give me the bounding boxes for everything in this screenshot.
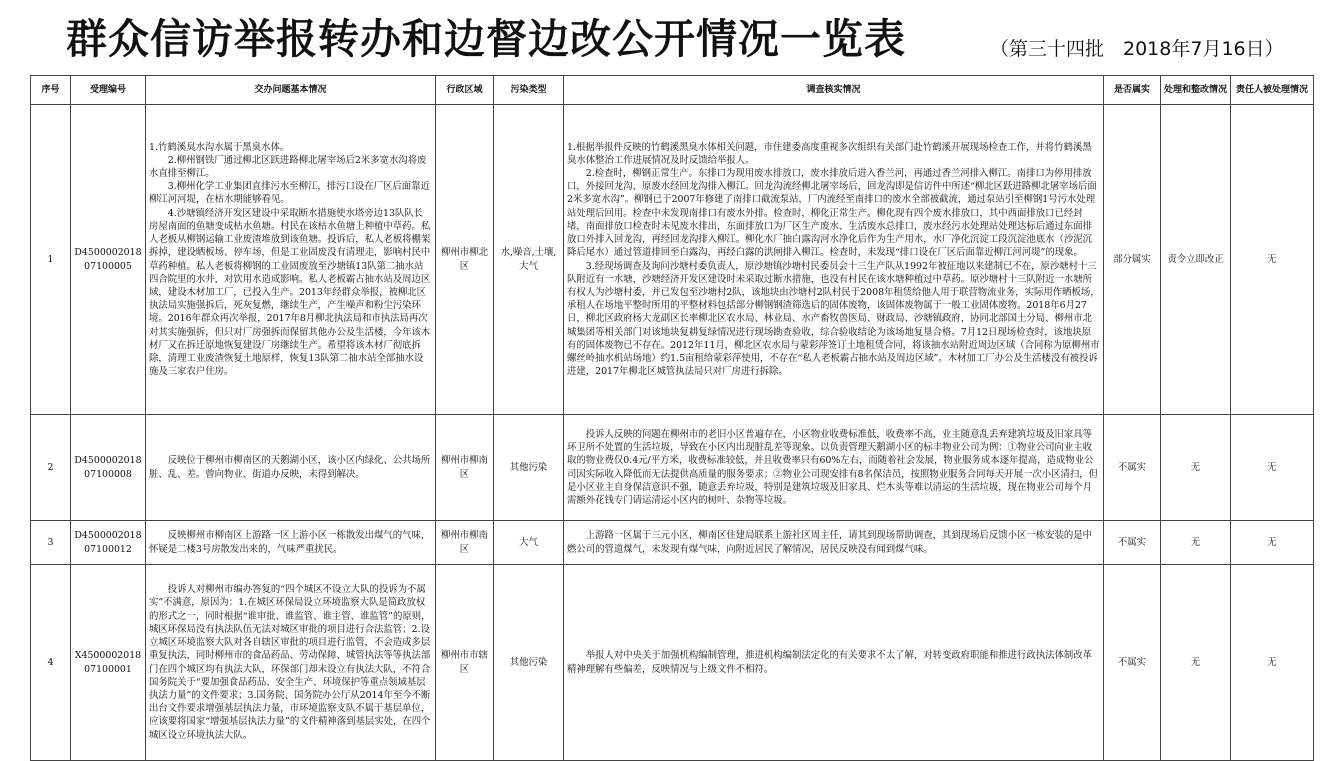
row-verified: 部分属实 xyxy=(1104,105,1161,415)
col-header-no: 序号 xyxy=(31,76,71,105)
row-pollution: 大气 xyxy=(494,521,564,565)
row-investigation xyxy=(564,105,1104,415)
col-header-investigation: 调查核实情况 xyxy=(564,76,1104,105)
row-id: D450000201807100008 xyxy=(71,415,146,521)
row-id: D450000201807100005 xyxy=(71,105,146,415)
col-header-verified: 是否属实 xyxy=(1104,76,1161,105)
row-region: 柳州市柳南区 xyxy=(436,415,494,521)
row-verified: 不属实 xyxy=(1104,565,1161,761)
col-header-handling: 处理和整改情况 xyxy=(1161,76,1231,105)
page-title: 群众信访举报转办和边督边改公开情况一览表 xyxy=(66,15,906,63)
row-no: 2 xyxy=(31,415,71,521)
col-header-pollution: 污染类型 xyxy=(494,76,564,105)
row-handling: 无 xyxy=(1161,565,1231,761)
table-row xyxy=(31,415,1314,521)
row-issue xyxy=(146,105,436,415)
row-no: 1 xyxy=(31,105,71,415)
row-no: 4 xyxy=(31,565,71,761)
row-region: 柳州市柳北区 xyxy=(436,105,494,415)
page-subtitle: （第三十四批 2018年7月16日） xyxy=(990,38,1284,60)
complaint-table xyxy=(30,75,1314,761)
row-handling: 无 xyxy=(1161,415,1231,521)
col-header-region: 行政区域 xyxy=(436,76,494,105)
issue-paragraph: 1.竹鹤溪臭水沟水属于黑臭水体。 xyxy=(149,141,290,153)
row-responsible: 无 xyxy=(1231,521,1314,565)
col-header-id: 受理编号 xyxy=(71,76,146,105)
row-responsible: 无 xyxy=(1231,105,1314,415)
row-issue: 反映位于柳州市柳南区的天鹅湖小区，该小区内绿化、公共场所脏、乱、差。曾向物业、街道办反映，未得到解决。 xyxy=(146,415,436,521)
row-handling: 责令立即改正 xyxy=(1161,105,1231,415)
row-responsible: 无 xyxy=(1231,415,1314,521)
page-header xyxy=(0,0,1342,72)
row-pollution: 水,噪音,土壤,大气 xyxy=(494,105,564,415)
issue-paragraph: 3.柳州化学工业集团直排污水至柳江，排污口设在厂区后面靠近柳江河河堤，在枯水期能够看见。 xyxy=(149,181,430,206)
table-header-row xyxy=(31,76,1314,105)
col-header-responsible: 责任人被处理情况 xyxy=(1231,76,1314,105)
table-row xyxy=(31,105,1314,415)
row-responsible: 无 xyxy=(1231,565,1314,761)
investigation-paragraph: 3.经现场调查及询问沙塘村委负责人，原沙塘镇沙塘村民委员会十三生产队从1992年被征地以来建制已不在，原沙塘村十三队附近有一水塘，沙塘经济开发区建设时未采取过断水措施，也没有村民在该水塘种植过中草药。原沙塘村十三队附近一水塘所有权人为沙塘村委，并已发包至沙塘村2队，该地块由沙塘村2队村民于2008年租赁给他人用于联营物流业务，实际用作晒板场，承租人在场地平整时所用的平整材料包括部分柳钢钢渣筛选后的固体废物，该固体废物属于一般工业固体废物。2018年6月27日，柳北区政府杨大龙副区长率柳北区农水局、林业局、水产畜牧兽医局、财政局、沙塘镇政府，协同北部国土分局、柳州市北城集团等相关部门对该地块复耕复绿情况进行现场勘查验收，综合验收结论为该场地复垦合格。7月12日现场检查时，该地块原有的固体废物已不存在。2012年11月，柳北区农水局与蒙彩萍签订土地租赁合同，将该抽水站附近周边区域（合同称为原柳州市螺丝岭抽水机站场地）约1.5亩租给蒙彩萍使用，不存在“私人老板霸占抽水站及周边区域”。木材加工厂办公及生活楼没有被投诉进建，2017年柳北区城管执法局只对厂房进行拆除。 xyxy=(567,260,1100,378)
row-verified: 不属实 xyxy=(1104,415,1161,521)
col-header-issue: 交办问题基本情况 xyxy=(146,76,436,105)
row-investigation: 投诉人反映的问题在柳州市的老旧小区普遍存在，小区物业收费标准低，收费率不高，业主随意乱丢弃建筑垃圾及旧家具等环卫所不处置的生活垃圾，导致在小区内出现脏乱差等现象。以负责管理天鹅湖小区的标丰物业公司为例：①物业公司向业主收取的物业费仅0.4元/平方米，收费标准较低，并且收费率只有60%左右，而随着社会发展，物业服务成本逐年提高，造成物业公司因实际收入降低而无法提供高质量的服务要求；②物业公司现安排有8名保洁员，按照物业服务合同每天开展一次小区清扫，但是小区业主自身保洁意识不强，随意丢弃垃圾，特别是建筑垃圾及旧家具、烂木头等难以清运的生活垃圾，现在物业公司每个月需额外花钱专门请运清运小区内的树叶、杂物等垃圾。 xyxy=(564,415,1104,521)
row-region: 柳州市柳南区 xyxy=(436,521,494,565)
row-handling: 无 xyxy=(1161,521,1231,565)
row-no: 3 xyxy=(31,521,71,565)
row-issue: 投诉人对柳州市编办答复的“四个城区不设立大队的投诉为不属实”不满意，原因为：1.在城区环保局设立环境监察大队是简政放权的形式之一，同时根据“谁审批、谁监管、谁主管、谁监管”的原则，城区环保局没有执法队伍无法对城区审批的项目进行合法监管；2.设立城区环境监察大队对各自辖区审批的项目进行监管，不会造成多层重复执法，同时柳州市的食品药品、劳动保障、城管执法等等执法部门在四个城区均有执法大队，环保部门却未设立有执法大队，不符合国务院关于“要加强食品药品、安全生产、环境保护等重点领域基层执法力量”的文件要求；3.国务院、国务院办公厅从2014年至今不断出台文件要求增强基层执法力量，市环境监察支队不属于基层单位，应该要将国家“增强基层执法力量”的文件精神落到基层实处，在四个城区设立环境执法大队。 xyxy=(146,565,436,761)
row-pollution: 其他污染 xyxy=(494,565,564,761)
investigation-paragraph: 1.根据举报件反映的竹鹤溪黑臭水体相关问题，市住建委高度重视多次组织有关部门赴竹鹤溪开展现场检查工作，并将竹鹤溪黑臭水体整治工作进展情况及时反馈给举报人。 xyxy=(567,141,1092,166)
row-id: X450000201807100001 xyxy=(71,565,146,761)
issue-paragraph: 4.沙塘镇经济开发区建设中采取断水措施使水塔旁边13队队长房屋南面的鱼塘变成枯水鱼塘。村民在该枯水鱼塘上种植中草药。私人老板从柳钢运输工业废渣堆放到该鱼塘。投诉后，私人老板将棚架拆掉，建设晒板场、停车场，但是工业固废没有清理走，影响村民中草药种植。私人老板将柳钢的工业固废放至沙塘镇13队第二抽水站四合院里的水井，对饮用水造成影响。私人老板霸占抽水站及周边区域，建设木材加工厂，已投入生产。2013年经群众举报，被柳北区执法局实施强拆后，死灰复燃，继续生产，产生噪声和粉尘污染环境。2016年群众再次举报，2017年8月柳北执法局和市执法局再次对其实施强拆，但只对厂房强拆而保留其他办公及生活楼，今年该木材厂又在拆迁原地恢复建设厂房继续生产。希望将该木材厂彻底拆除，清理工业废渣恢复土地原样，恢复13队第二抽水站全部抽水设施及三家农户住房。 xyxy=(149,207,431,378)
investigation-paragraph: 2.检查时，柳钢正常生产。东排口为现用废水排放口，废水排放后进入香兰河，再通过香兰河排入柳江。南排口为停用排放口，外接回龙沟，原废水经回龙沟排入柳江。回龙沟流经柳北屠宰场后，回龙沟即是信访件中所述“柳北区跃进路柳北屠宰场后面2米多宽水沟”。柳钢已于2007年修建了南排口截流泵站，厂内流经至南排口的废水全部被截流，通过泵站引至柳钢1号污水处理站处理后回用。检查中未发现南排口有废水外排。检查时，柳化正常生产。柳化现有四个废水排放口，其中西面排放口已经封堵，南面排放口检查时未见废水排出，东面排放口为厂区生产废水、生活废水总排口，废水经污水处理站处理达标后通过东面排放口外排入回龙沟，再经回龙沟排入柳江。柳化水厂抽白露沟河水净化后作为生产用水，水厂净化沉淀工段沉淀池底水（沙泥沉降后尾水）通过管道排回至白露沟，再经白露的洪闸排入柳江。检查时，未发现“排口设在厂区后面靠近柳江河河堤”的现象。 xyxy=(567,168,1097,259)
row-investigation: 上游路一区属于三元小区，柳南区住建局联系上游社区周主任，请其到现场帮助调查，其到现场后反馈小区一栋安装的是中燃公司的管道煤气，未发现有煤气味，向附近居民了解情况，居民反映没有闻到煤气味。 xyxy=(564,521,1104,565)
row-verified: 不属实 xyxy=(1104,521,1161,565)
row-id: D450000201807100012 xyxy=(71,521,146,565)
row-investigation: 举报人对中央关于加强机构编制管理，推进机构编制法定化的有关要求不太了解，对转变政府职能和推进行政执法体制改革精神理解有些偏差，反映情况与上级文件不相符。 xyxy=(564,565,1104,761)
table-row xyxy=(31,521,1314,565)
row-pollution: 其他污染 xyxy=(494,415,564,521)
row-region: 柳州市市辖区 xyxy=(436,565,494,761)
table-row xyxy=(31,565,1314,761)
row-issue: 反映柳州市柳南区上游路一区上游小区一栋散发出煤气的气味，怀疑是二楼3号房散发出来的，气味严重扰民。 xyxy=(146,521,436,565)
issue-paragraph: 2.柳州钢铁厂通过柳北区跃进路柳北屠宰场后2米多宽水沟将废水直排至柳江。 xyxy=(149,154,427,180)
